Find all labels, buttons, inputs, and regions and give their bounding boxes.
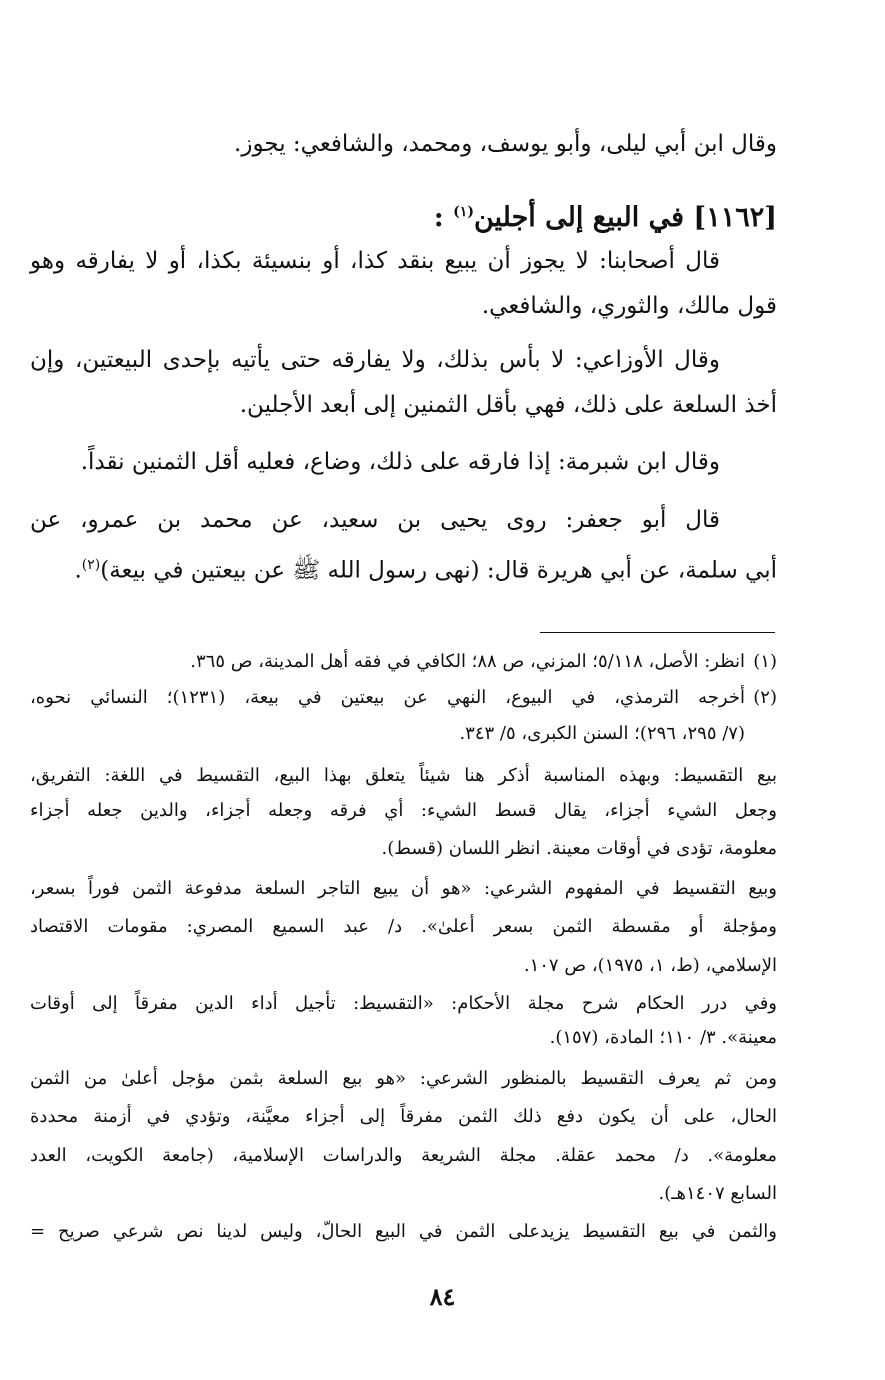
section-heading: [100, 192, 777, 238]
footnote-ref: (١): [453, 204, 474, 220]
footnote-line: بيع التقسيط: وبهذه المناسبة أذكر هنا شيئاً يتعلق بهذا البيع، التقسيط في اللغة: التفريق،: [30, 765, 777, 786]
footnote-line: ومؤجلة أو مقسطة الثمن بسعر أعلىٰ». د/ عبد السميع المصري: مقومات الاقتصاد: [30, 916, 777, 937]
footnote-line: والثمن في بيع التقسيط يزيدعلى الثمن في البيع الحالّ، وليس لدينا نص شرعي صريح =: [30, 1221, 777, 1242]
footnote-separator: [540, 632, 775, 633]
footnote-line: معينة». ٣/ ١١٠؛ المادة، (١٥٧).: [549, 1027, 777, 1048]
footnote-ref: (٢): [81, 557, 101, 573]
footnote-number: (١): [753, 651, 777, 672]
footnote-line: معلومة». د/ محمد عقلة. مجلة الشريعة والدراسات الإسلامية، (جامعة الكويت، العدد: [30, 1145, 777, 1166]
section-number: [١١٦٢]: [693, 202, 777, 233]
footnote-line: وفي درر الحكام شرح مجلة الأحكام: «التقسيط: تأجيل أداء الدين مفرقاً إلى أوقات: [30, 993, 777, 1014]
footnote-line: (٧/ ٢٩٥، ٢٩٦)؛ السنن الكبرى، ٥/ ٣٤٣.: [459, 723, 745, 744]
footnote-line: السابع ١٤٠٧هـ).: [658, 1183, 777, 1204]
footnote-line: وجعل الشيء أجزاء، يقال قسط الشيء: أي فرقه وجعله أجزاء، والدين جعله أجزاء: [30, 800, 777, 821]
footnote-number: (٢): [753, 687, 777, 708]
paragraph-line: [30, 545, 777, 591]
heading-colon: :: [433, 202, 444, 233]
paragraph-end: .: [74, 557, 82, 584]
paragraph-text: أبي سلمة، عن أبي هريرة قال: (نهى رسول الله ﷺ عن بيعتين في بيعة): [100, 557, 777, 584]
footnote-line: ومن ثم يعرف التقسيط بالمنظور الشرعي: «هو بيع السلعة بثمن مؤجل أعلىٰ من الثمن: [30, 1068, 777, 1089]
paragraph-line: قول مالك، والثوري، والشافعي.: [481, 293, 777, 319]
paragraph-line: وقال الأوزاعي: لا بأس بذلك، ولا يفارقه حتى يأتيه بإحدى البيعتين، وإن: [30, 347, 720, 373]
paragraph-line: قال أبو جعفر: روى يحيى بن سعيد، عن محمد بن عمرو، عن: [30, 507, 720, 533]
paragraph-line: وقال ابن شبرمة: إذا فارقه على ذلك، وضاع، فعليه أقل الثمنين نقداً.: [80, 449, 720, 475]
paragraph-line: قال أصحابنا: لا يجوز أن يبيع بنقد كذا، أو بنسيئة بكذا، أو لا يفارقه وهو: [30, 248, 720, 274]
footnote-line: أخرجه الترمذي، في البيوع، النهي عن بيعتين في بيعة، (١٢٣١)؛ النسائي نحوه،: [30, 687, 745, 708]
footnote-line: الحال، على أن يكون دفع ذلك الثمن مفرقاً إلى أجزاء معيَّنة، وتؤدي في أزمنة محددة: [30, 1106, 777, 1127]
section-title: في البيع إلى أجلين: [473, 202, 685, 233]
paragraph-line: أخذ السلعة على ذلك، فهي بأقل الثمنين إلى أبعد الأجلين.: [239, 392, 777, 418]
footnote-line: وبيع التقسيط في المفهوم الشرعي: «هو أن يبيع التاجر السلعة مدفوعة الثمن فوراً بسعر،: [30, 878, 777, 899]
footnote-line: معلومة، تؤدى في أوقات معينة. انظر اللسان (قسط).: [381, 838, 777, 859]
page-number: ٨٤: [429, 1282, 456, 1311]
footnote-line: الإسلامي، (ط، ١، ١٩٧٥)، ص ١٠٧.: [523, 955, 777, 976]
paragraph-line: وقال ابن أبي ليلى، وأبو يوسف، ومحمد، والشافعي: يجوز.: [234, 131, 777, 157]
footnote-line: انظر: الأصل، ٥/١١٨؛ المزني، ص ٨٨؛ الكافي في فقه أهل المدينة، ص ٣٦٥.: [190, 651, 745, 672]
